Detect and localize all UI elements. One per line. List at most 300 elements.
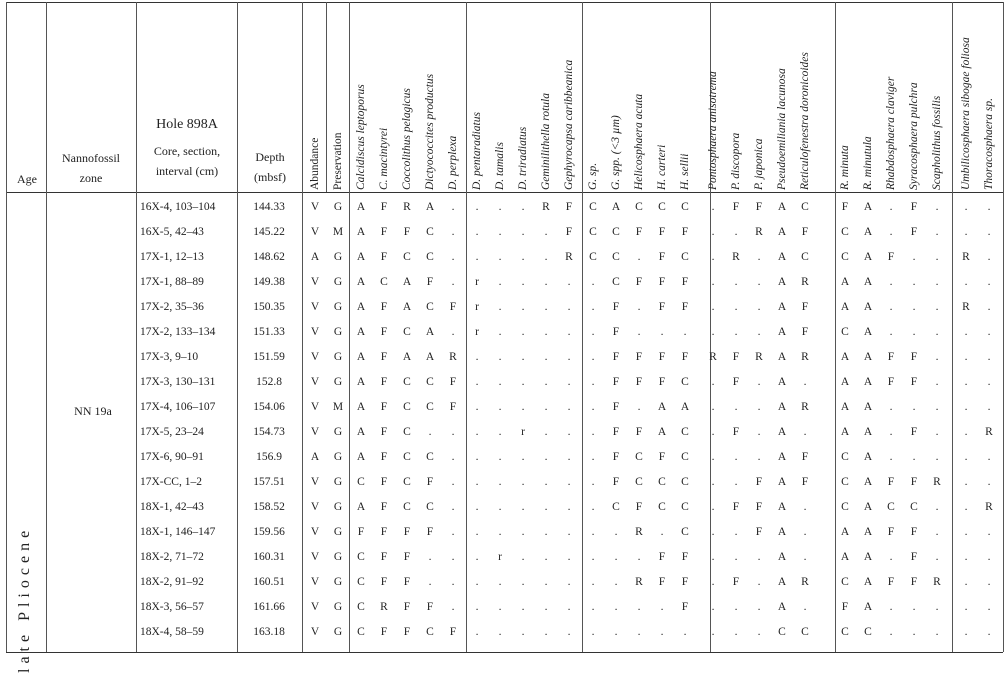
column-header-label: P. japonica bbox=[753, 138, 765, 190]
column-header bbox=[471, 8, 485, 190]
table-row bbox=[0, 221, 1008, 244]
abundance-code-cell: . bbox=[567, 601, 571, 613]
abundance-code-cell: F bbox=[658, 551, 666, 563]
abundance-code-cell: . bbox=[889, 426, 893, 438]
abundance-code-cell: F bbox=[635, 376, 643, 388]
depth-cell: 158.52 bbox=[253, 501, 285, 513]
abundance-code-cell: . bbox=[451, 251, 455, 263]
column-header-label: Syracosphaera pulchra bbox=[908, 82, 920, 190]
abundance-code-cell: R bbox=[985, 426, 993, 438]
abundance-code-cell: . bbox=[987, 251, 991, 263]
abundance-code-cell: F bbox=[658, 576, 666, 588]
abundance-code-cell: F bbox=[449, 376, 457, 388]
abundance-code-cell: C bbox=[426, 626, 434, 638]
abundance-code-cell: . bbox=[964, 601, 968, 613]
abundance-code-cell: . bbox=[544, 401, 548, 413]
abundance-code-cell: F bbox=[732, 376, 740, 388]
abundance-code-cell: V bbox=[310, 301, 320, 313]
abundance-code-cell: . bbox=[567, 476, 571, 488]
abundance-code-cell: . bbox=[521, 376, 525, 388]
abundance-code-cell: A bbox=[863, 251, 873, 263]
table-row bbox=[0, 496, 1008, 519]
abundance-code-cell: . bbox=[912, 301, 916, 313]
abundance-code-cell: A bbox=[777, 376, 787, 388]
abundance-code-cell: F bbox=[565, 226, 573, 238]
abundance-code-cell: F bbox=[681, 301, 689, 313]
abundance-code-cell: . bbox=[475, 601, 479, 613]
abundance-code-cell: . bbox=[987, 376, 991, 388]
abundance-code-cell: . bbox=[567, 351, 571, 363]
column-header-label: P. discopora bbox=[730, 132, 742, 190]
abundance-code-cell: A bbox=[863, 326, 873, 338]
abundance-code-cell: C bbox=[403, 401, 411, 413]
abundance-code-cell: G bbox=[333, 601, 343, 613]
abundance-code-cell: C bbox=[403, 376, 411, 388]
depth-cell: 154.06 bbox=[253, 401, 285, 413]
abundance-code-cell: R bbox=[565, 251, 573, 263]
abundance-code-cell: . bbox=[544, 326, 548, 338]
abundance-code-cell: r bbox=[475, 276, 479, 288]
abundance-code-cell: A bbox=[657, 401, 667, 413]
abundance-code-cell: . bbox=[987, 401, 991, 413]
abundance-code-cell: F bbox=[841, 601, 849, 613]
abundance-code-cell: A bbox=[680, 401, 690, 413]
abundance-code-cell: . bbox=[521, 551, 525, 563]
abundance-code-cell: V bbox=[310, 276, 320, 288]
abundance-code-cell: G bbox=[333, 201, 343, 213]
abundance-code-cell: A bbox=[777, 301, 787, 313]
sample-cell: 17X-1, 88–89 bbox=[140, 276, 204, 288]
abundance-code-cell: R bbox=[801, 351, 809, 363]
abundance-code-cell: F bbox=[612, 401, 620, 413]
abundance-code-cell: F bbox=[426, 526, 434, 538]
abundance-code-cell: . bbox=[987, 526, 991, 538]
sample-cell: 17X-1, 12–13 bbox=[140, 251, 204, 263]
abundance-code-cell: . bbox=[498, 526, 502, 538]
abundance-code-cell: A bbox=[863, 426, 873, 438]
abundance-code-cell: F bbox=[403, 626, 411, 638]
column-header bbox=[332, 8, 346, 190]
abundance-code-cell: . bbox=[803, 526, 807, 538]
abundance-code-cell: . bbox=[711, 376, 715, 388]
abundance-code-cell: . bbox=[935, 601, 939, 613]
abundance-code-cell: . bbox=[498, 226, 502, 238]
abundance-code-cell: . bbox=[757, 551, 761, 563]
depth-cell: 154.73 bbox=[253, 426, 285, 438]
abundance-code-cell: . bbox=[521, 326, 525, 338]
depth-cell: 151.59 bbox=[253, 351, 285, 363]
abundance-code-cell: . bbox=[614, 551, 618, 563]
abundance-code-cell: . bbox=[964, 576, 968, 588]
column-header bbox=[931, 8, 945, 190]
abundance-code-cell: . bbox=[683, 326, 687, 338]
abundance-code-cell: F bbox=[635, 501, 643, 513]
abundance-code-cell: A bbox=[863, 451, 873, 463]
abundance-code-cell: F bbox=[403, 601, 411, 613]
abundance-code-cell: G bbox=[333, 276, 343, 288]
abundance-code-cell: . bbox=[964, 351, 968, 363]
abundance-code-cell: . bbox=[591, 501, 595, 513]
abundance-code-cell: C bbox=[357, 626, 365, 638]
abundance-code-cell: . bbox=[591, 326, 595, 338]
abundance-code-cell: . bbox=[567, 401, 571, 413]
abundance-code-cell: F bbox=[910, 201, 918, 213]
abundance-code-cell: A bbox=[425, 201, 435, 213]
abundance-code-cell: F bbox=[612, 326, 620, 338]
abundance-code-cell: . bbox=[889, 626, 893, 638]
abundance-code-cell: F bbox=[681, 351, 689, 363]
abundance-code-cell: . bbox=[889, 551, 893, 563]
table-row bbox=[0, 321, 1008, 344]
abundance-code-cell: . bbox=[521, 226, 525, 238]
abundance-code-cell: . bbox=[734, 301, 738, 313]
abundance-code-cell: . bbox=[591, 626, 595, 638]
table-row bbox=[0, 521, 1008, 544]
abundance-code-cell: . bbox=[660, 601, 664, 613]
abundance-code-cell: . bbox=[475, 376, 479, 388]
abundance-code-cell: A bbox=[863, 376, 873, 388]
abundance-code-cell: . bbox=[987, 551, 991, 563]
abundance-code-cell: V bbox=[310, 501, 320, 513]
abundance-code-cell: . bbox=[498, 201, 502, 213]
abundance-code-cell: C bbox=[635, 451, 643, 463]
table-row bbox=[0, 571, 1008, 594]
abundance-code-cell: . bbox=[475, 226, 479, 238]
column-header bbox=[908, 8, 922, 190]
abundance-code-cell: C bbox=[612, 251, 620, 263]
abundance-code-cell: F bbox=[612, 301, 620, 313]
abundance-code-cell: A bbox=[863, 276, 873, 288]
abundance-code-cell: G bbox=[333, 501, 343, 513]
abundance-code-cell: R bbox=[933, 476, 941, 488]
abundance-code-cell: . bbox=[660, 326, 664, 338]
abundance-code-cell: . bbox=[475, 251, 479, 263]
abundance-code-cell: . bbox=[964, 551, 968, 563]
abundance-code-cell: . bbox=[637, 326, 641, 338]
abundance-code-cell: C bbox=[801, 251, 809, 263]
abundance-code-cell: . bbox=[428, 551, 432, 563]
abundance-code-cell: . bbox=[912, 451, 916, 463]
abundance-code-cell: A bbox=[356, 276, 366, 288]
abundance-code-cell: F bbox=[380, 576, 388, 588]
abundance-code-cell: A bbox=[777, 601, 787, 613]
abundance-code-cell: . bbox=[987, 201, 991, 213]
abundance-code-cell: G bbox=[333, 326, 343, 338]
abundance-code-cell: . bbox=[475, 551, 479, 563]
abundance-code-cell: A bbox=[777, 576, 787, 588]
sample-cell: 18X-1, 146–147 bbox=[140, 526, 216, 538]
abundance-code-cell: . bbox=[567, 426, 571, 438]
abundance-code-cell: V bbox=[310, 476, 320, 488]
abundance-code-cell: . bbox=[521, 201, 525, 213]
abundance-code-cell: A bbox=[310, 251, 320, 263]
abundance-code-cell: F bbox=[681, 576, 689, 588]
sample-cell: 16X-4, 103–104 bbox=[140, 201, 216, 213]
abundance-code-cell: . bbox=[964, 426, 968, 438]
abundance-code-cell: F bbox=[403, 576, 411, 588]
abundance-code-cell: A bbox=[777, 551, 787, 563]
abundance-code-cell: F bbox=[910, 226, 918, 238]
abundance-code-cell: F bbox=[755, 526, 763, 538]
abundance-code-cell: . bbox=[591, 551, 595, 563]
abundance-code-cell: F bbox=[380, 551, 388, 563]
abundance-code-cell: . bbox=[614, 626, 618, 638]
abundance-code-cell: . bbox=[428, 426, 432, 438]
column-header bbox=[587, 8, 601, 190]
abundance-code-cell: . bbox=[591, 526, 595, 538]
abundance-code-cell: G bbox=[333, 576, 343, 588]
abundance-code-cell: A bbox=[402, 276, 412, 288]
abundance-code-cell: . bbox=[912, 626, 916, 638]
abundance-code-cell: F bbox=[658, 301, 666, 313]
abundance-code-cell: F bbox=[380, 326, 388, 338]
column-header bbox=[730, 8, 744, 190]
abundance-code-cell: F bbox=[449, 401, 457, 413]
abundance-code-cell: F bbox=[887, 351, 895, 363]
abundance-code-cell: V bbox=[310, 201, 320, 213]
abundance-code-cell: . bbox=[734, 626, 738, 638]
abundance-code-cell: A bbox=[777, 401, 787, 413]
abundance-code-cell: A bbox=[777, 226, 787, 238]
abundance-code-cell: . bbox=[637, 601, 641, 613]
abundance-code-cell: . bbox=[734, 551, 738, 563]
abundance-code-cell: F bbox=[380, 451, 388, 463]
abundance-code-cell: A bbox=[863, 576, 873, 588]
abundance-code-cell: F bbox=[801, 451, 809, 463]
abundance-code-cell: C bbox=[612, 276, 620, 288]
abundance-code-cell: V bbox=[310, 551, 320, 563]
column-header-label: G. sp. bbox=[587, 162, 599, 190]
abundance-code-cell: . bbox=[498, 301, 502, 313]
abundance-code-cell: F bbox=[380, 476, 388, 488]
abundance-code-cell: . bbox=[498, 576, 502, 588]
abundance-code-cell: F bbox=[380, 376, 388, 388]
abundance-code-cell: . bbox=[964, 476, 968, 488]
column-header bbox=[839, 8, 853, 190]
abundance-code-cell: . bbox=[711, 401, 715, 413]
abundance-code-cell: A bbox=[402, 301, 412, 313]
abundance-code-cell: C bbox=[403, 326, 411, 338]
abundance-code-cell: F bbox=[565, 201, 573, 213]
sample-cell: 18X-3, 56–57 bbox=[140, 601, 204, 613]
abundance-code-cell: . bbox=[711, 326, 715, 338]
abundance-code-cell: . bbox=[498, 451, 502, 463]
abundance-code-cell: F bbox=[910, 351, 918, 363]
table-row bbox=[0, 296, 1008, 319]
abundance-code-cell: A bbox=[777, 251, 787, 263]
column-header bbox=[776, 8, 790, 190]
abundance-code-cell: . bbox=[475, 526, 479, 538]
abundance-code-cell: G bbox=[333, 351, 343, 363]
abundance-code-cell: C bbox=[681, 201, 689, 213]
abundance-code-cell: . bbox=[964, 226, 968, 238]
abundance-code-cell: . bbox=[498, 251, 502, 263]
abundance-code-cell: . bbox=[935, 226, 939, 238]
abundance-code-cell: . bbox=[498, 376, 502, 388]
header-depth bbox=[239, 150, 301, 185]
abundance-code-cell: . bbox=[521, 301, 525, 313]
sample-cell: 17X-2, 133–134 bbox=[140, 326, 216, 338]
abundance-code-cell: . bbox=[803, 426, 807, 438]
abundance-code-cell: . bbox=[544, 226, 548, 238]
abundance-code-cell: . bbox=[964, 326, 968, 338]
abundance-code-cell: . bbox=[498, 601, 502, 613]
column-header-label: Coccolithus pelagicus bbox=[401, 88, 413, 190]
abundance-code-cell: . bbox=[660, 626, 664, 638]
sample-cell: 17X-CC, 1–2 bbox=[140, 476, 202, 488]
sample-cell: 18X-4, 58–59 bbox=[140, 626, 204, 638]
abundance-code-cell: F bbox=[449, 626, 457, 638]
abundance-code-cell: . bbox=[757, 401, 761, 413]
abundance-code-cell: F bbox=[380, 351, 388, 363]
abundance-code-cell: V bbox=[310, 576, 320, 588]
abundance-code-cell: F bbox=[887, 251, 895, 263]
abundance-code-cell: C bbox=[658, 501, 666, 513]
header-age: Age bbox=[17, 172, 37, 186]
abundance-code-cell: C bbox=[841, 576, 849, 588]
abundance-code-cell: R bbox=[933, 576, 941, 588]
abundance-code-cell: . bbox=[711, 626, 715, 638]
table-row bbox=[0, 371, 1008, 394]
abundance-code-cell: V bbox=[310, 351, 320, 363]
abundance-code-cell: . bbox=[803, 601, 807, 613]
column-header-label: Scapholithus fossilis bbox=[931, 95, 943, 190]
abundance-code-cell: C bbox=[681, 526, 689, 538]
abundance-code-cell: A bbox=[863, 476, 873, 488]
abundance-code-cell: . bbox=[637, 551, 641, 563]
column-header-label: D. triradiatus bbox=[517, 126, 529, 190]
abundance-code-cell: F bbox=[910, 376, 918, 388]
abundance-code-cell: . bbox=[544, 476, 548, 488]
abundance-code-cell: . bbox=[711, 551, 715, 563]
abundance-code-cell: . bbox=[544, 276, 548, 288]
abundance-code-cell: . bbox=[757, 601, 761, 613]
abundance-code-cell: . bbox=[591, 276, 595, 288]
abundance-code-cell: F bbox=[635, 426, 643, 438]
header-rule bbox=[6, 192, 1003, 193]
depth-cell: 156.9 bbox=[256, 451, 282, 463]
abundance-code-cell: . bbox=[912, 401, 916, 413]
abundance-code-cell: . bbox=[935, 401, 939, 413]
abundance-code-cell: . bbox=[567, 526, 571, 538]
abundance-code-cell: . bbox=[567, 576, 571, 588]
abundance-code-cell: . bbox=[935, 376, 939, 388]
header-zone bbox=[48, 151, 134, 186]
column-header-label: D. pentaradiatus bbox=[471, 112, 483, 190]
abundance-code-cell: . bbox=[567, 301, 571, 313]
abundance-code-cell: A bbox=[840, 376, 850, 388]
abundance-code-cell: A bbox=[777, 501, 787, 513]
column-header bbox=[656, 8, 670, 190]
abundance-code-cell: G bbox=[333, 301, 343, 313]
bottom-rule bbox=[6, 652, 1003, 653]
abundance-code-cell: F bbox=[887, 576, 895, 588]
sample-cell: 17X-5, 23–24 bbox=[140, 426, 204, 438]
abundance-code-cell: C bbox=[426, 451, 434, 463]
abundance-code-cell: . bbox=[451, 426, 455, 438]
abundance-code-cell: A bbox=[863, 601, 873, 613]
column-header-label: Gephyrocapsa caribbeanica bbox=[563, 59, 575, 190]
column-header bbox=[885, 8, 899, 190]
abundance-code-cell: . bbox=[964, 376, 968, 388]
abundance-code-cell: . bbox=[757, 576, 761, 588]
abundance-code-cell: R bbox=[380, 601, 388, 613]
abundance-code-cell: . bbox=[521, 526, 525, 538]
abundance-code-cell: . bbox=[451, 576, 455, 588]
column-header bbox=[424, 8, 438, 190]
column-header-label: R. minutula bbox=[862, 136, 874, 190]
table-row bbox=[0, 246, 1008, 269]
column-header-label: D. tamalis bbox=[494, 142, 506, 190]
abundance-code-cell: R bbox=[635, 526, 643, 538]
abundance-code-cell: . bbox=[451, 601, 455, 613]
abundance-code-cell: C bbox=[612, 501, 620, 513]
table-row bbox=[0, 621, 1008, 644]
header-hole-title: Hole 898A bbox=[156, 117, 218, 132]
abundance-code-cell: A bbox=[840, 401, 850, 413]
abundance-code-cell: . bbox=[544, 551, 548, 563]
abundance-code-cell: C bbox=[841, 501, 849, 513]
abundance-code-cell: A bbox=[356, 326, 366, 338]
abundance-code-cell: . bbox=[475, 201, 479, 213]
depth-cell: 157.51 bbox=[253, 476, 285, 488]
abundance-code-cell: . bbox=[803, 501, 807, 513]
depth-cell: 145.22 bbox=[253, 226, 285, 238]
abundance-code-cell: G bbox=[333, 376, 343, 388]
depth-cell: 144.33 bbox=[253, 201, 285, 213]
abundance-code-cell: A bbox=[777, 326, 787, 338]
abundance-code-cell: F bbox=[910, 476, 918, 488]
abundance-code-cell: F bbox=[426, 276, 434, 288]
sample-cell: 17X-3, 130–131 bbox=[140, 376, 216, 388]
abundance-code-cell: C bbox=[801, 626, 809, 638]
abundance-code-cell: . bbox=[544, 451, 548, 463]
column-header bbox=[563, 8, 577, 190]
abundance-code-cell: F bbox=[635, 351, 643, 363]
abundance-code-cell: R bbox=[449, 351, 457, 363]
abundance-code-cell: r bbox=[475, 326, 479, 338]
abundance-code-cell: . bbox=[935, 301, 939, 313]
column-header bbox=[799, 8, 813, 190]
abundance-code-cell: . bbox=[935, 626, 939, 638]
abundance-code-cell: . bbox=[544, 526, 548, 538]
abundance-code-cell: F bbox=[658, 276, 666, 288]
abundance-code-cell: . bbox=[987, 601, 991, 613]
abundance-code-cell: . bbox=[734, 401, 738, 413]
table-row bbox=[0, 596, 1008, 619]
abundance-code-cell: . bbox=[451, 526, 455, 538]
abundance-code-cell: C bbox=[357, 576, 365, 588]
abundance-code-cell: F bbox=[403, 526, 411, 538]
abundance-code-cell: A bbox=[777, 526, 787, 538]
abundance-code-cell: R bbox=[732, 251, 740, 263]
abundance-code-cell: C bbox=[681, 451, 689, 463]
abundance-code-cell: F bbox=[658, 226, 666, 238]
abundance-code-cell: C bbox=[841, 251, 849, 263]
abundance-code-cell: F bbox=[732, 576, 740, 588]
abundance-code-cell: F bbox=[635, 226, 643, 238]
abundance-code-cell: . bbox=[614, 576, 618, 588]
abundance-code-cell: C bbox=[357, 551, 365, 563]
table-row bbox=[0, 546, 1008, 569]
abundance-code-cell: . bbox=[889, 451, 893, 463]
abundance-code-cell: . bbox=[591, 376, 595, 388]
abundance-code-cell: . bbox=[591, 401, 595, 413]
abundance-code-cell: . bbox=[964, 276, 968, 288]
abundance-code-cell: . bbox=[521, 276, 525, 288]
abundance-code-cell: C bbox=[403, 251, 411, 263]
abundance-code-cell: . bbox=[591, 476, 595, 488]
